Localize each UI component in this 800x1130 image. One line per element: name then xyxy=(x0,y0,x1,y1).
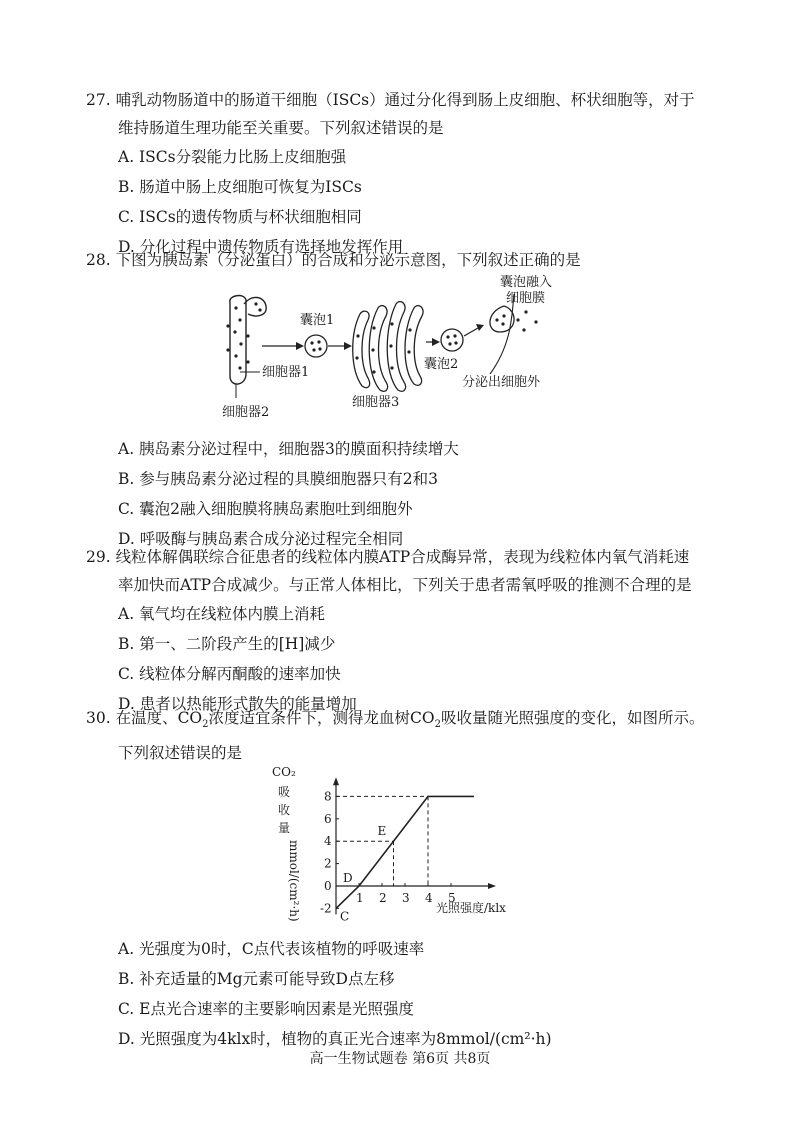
organelle-3-shape xyxy=(353,302,423,392)
organelle-2-label: 细胞器2 xyxy=(222,405,270,420)
q27-option-d[interactable]: D. 分化过程中遗传物质有选择地发挥作用 xyxy=(118,238,404,256)
q27-option-b[interactable]: B. 肠道中肠上皮细胞可恢复为ISCs xyxy=(118,178,362,196)
y-axis-arrow xyxy=(333,777,339,785)
q27-option-a[interactable]: A. ISCs分裂能力比肠上皮细胞强 xyxy=(118,148,347,166)
vesicle-1-shape xyxy=(305,335,327,357)
x-tick-label: 3 xyxy=(402,891,410,905)
secretion-diagram xyxy=(200,274,580,430)
y-tick-label: -2 xyxy=(320,901,332,916)
organelle-2-shape xyxy=(226,296,266,385)
question-27 xyxy=(86,86,726,262)
q28-option-d[interactable]: D. 呼吸酶与胰岛素合成分泌过程完全相同 xyxy=(118,530,404,548)
q30-option-a[interactable]: A. 光强度为0时，C点代表该植物的呼吸速率 xyxy=(118,940,425,958)
y-tick-label: 4 xyxy=(324,834,332,849)
x-tick-label: 1 xyxy=(356,891,364,905)
y-tick-label: 8 xyxy=(324,789,332,804)
q29-option-b[interactable]: B. 第一、二阶段产生的[H]减少 xyxy=(118,635,336,653)
x-tick-label: 5 xyxy=(448,891,456,905)
page-footer: 高一生物试题卷 第6页 共8页 xyxy=(309,1051,491,1067)
point-label-e: E xyxy=(377,824,387,839)
secrete-label: 分泌出细胞外 xyxy=(462,375,541,390)
question-30 xyxy=(86,704,726,767)
question-27-stem-line2: 维持肠道生理功能至关重要。下列叙述错误的是 xyxy=(118,119,444,137)
q27-option-c[interactable]: C. ISCs的遗传物质与杯状细胞相同 xyxy=(118,208,362,226)
organelle-1-label: 细胞器1 xyxy=(262,365,310,380)
fusing-vesicle-shape xyxy=(490,294,538,374)
q30-option-b[interactable]: B. 补充适量的Mg元素可能导致D点左移 xyxy=(118,970,395,988)
point-label-c: C xyxy=(340,909,350,924)
q28-option-a[interactable]: A. 胰岛素分泌过程中，细胞器3的膜面积持续增大 xyxy=(118,440,459,458)
question-30-stem-line1: 30. 在温度、$CO_2$浓度适宜条件下，测得龙血树$CO_2$吸收量随光照强度的变化，如图所示。 xyxy=(86,709,705,731)
x-tick-label: 2 xyxy=(379,891,387,905)
question-29 xyxy=(86,543,726,719)
q30-option-d[interactable]: D. 光照强度为4klx时，植物的真正光合速率为8mmol/(cm²·h) xyxy=(118,1030,552,1048)
x-tick-label: 4 xyxy=(425,891,433,905)
fuse-label-line2: 细胞膜 xyxy=(506,291,546,306)
vesicle-2-label: 囊泡2 xyxy=(424,357,459,372)
x-axis-label: 光照强度/klx xyxy=(436,901,506,915)
point-label-d: D xyxy=(343,871,353,885)
q29-option-c[interactable]: C. 线粒体分解丙酮酸的速率加快 xyxy=(118,665,341,683)
y-axis-label xyxy=(272,765,301,922)
question-29-stem-line1: 29. 线粒体解偶联综合征患者的线粒体内膜ATP合成酶异常，表现为线粒体内氧气消耗速 xyxy=(86,548,690,566)
x-axis-arrow xyxy=(488,883,496,889)
vesicle-2-shape xyxy=(441,329,463,351)
y-label-char-2: 收 xyxy=(278,803,291,817)
organelle-3-label: 细胞器3 xyxy=(352,395,400,410)
q30-option-c[interactable]: C. E点光合速率的主要影响因素是光照强度 xyxy=(118,1000,414,1018)
y-label-unit: mmol/(cm²·h) xyxy=(287,840,301,922)
q29-option-a[interactable]: A. 氧气均在线粒体内膜上消耗 xyxy=(118,605,326,623)
question-27-stem-line1: 27. 哺乳动物肠道中的肠道干细胞（ISCs）通过分化得到肠上皮细胞、杯状细胞等，对于 xyxy=(86,91,695,109)
question-29-stem-line2: 率加快而ATP合成减少。与正常人体相比，下列关于患者需氧呼吸的推测不合理的是 xyxy=(118,576,692,594)
y-tick-label: 6 xyxy=(324,811,332,826)
y-tick-label: 0 xyxy=(324,879,332,893)
co2-absorption-chart xyxy=(270,762,530,930)
y-tick-label: 2 xyxy=(324,856,332,871)
fuse-label-line1: 囊泡融入 xyxy=(500,275,553,290)
question-30-options xyxy=(86,934,726,1054)
q28-option-b[interactable]: B. 参与胰岛素分泌过程的具膜细胞器只有2和3 xyxy=(118,470,438,488)
y-label-char-1: 吸 xyxy=(278,785,291,799)
vesicle-1-label: 囊泡1 xyxy=(300,313,335,328)
q28-option-c[interactable]: C. 囊泡2融入细胞膜将胰岛素胞吐到细胞外 xyxy=(118,500,413,518)
question-28 xyxy=(86,246,726,274)
y-label-char-3: 量 xyxy=(278,821,291,835)
question-28-stem: 28. 下图为胰岛素（分泌蛋白）的合成和分泌示意图，下列叙述正确的是 xyxy=(86,251,581,269)
question-30-stem-line2: 下列叙述错误的是 xyxy=(118,744,243,763)
q29-option-d[interactable]: D. 患者以热能形式散失的能量增加 xyxy=(118,695,357,713)
y-label-co2: CO₂ xyxy=(272,765,296,779)
question-28-options xyxy=(86,434,726,554)
